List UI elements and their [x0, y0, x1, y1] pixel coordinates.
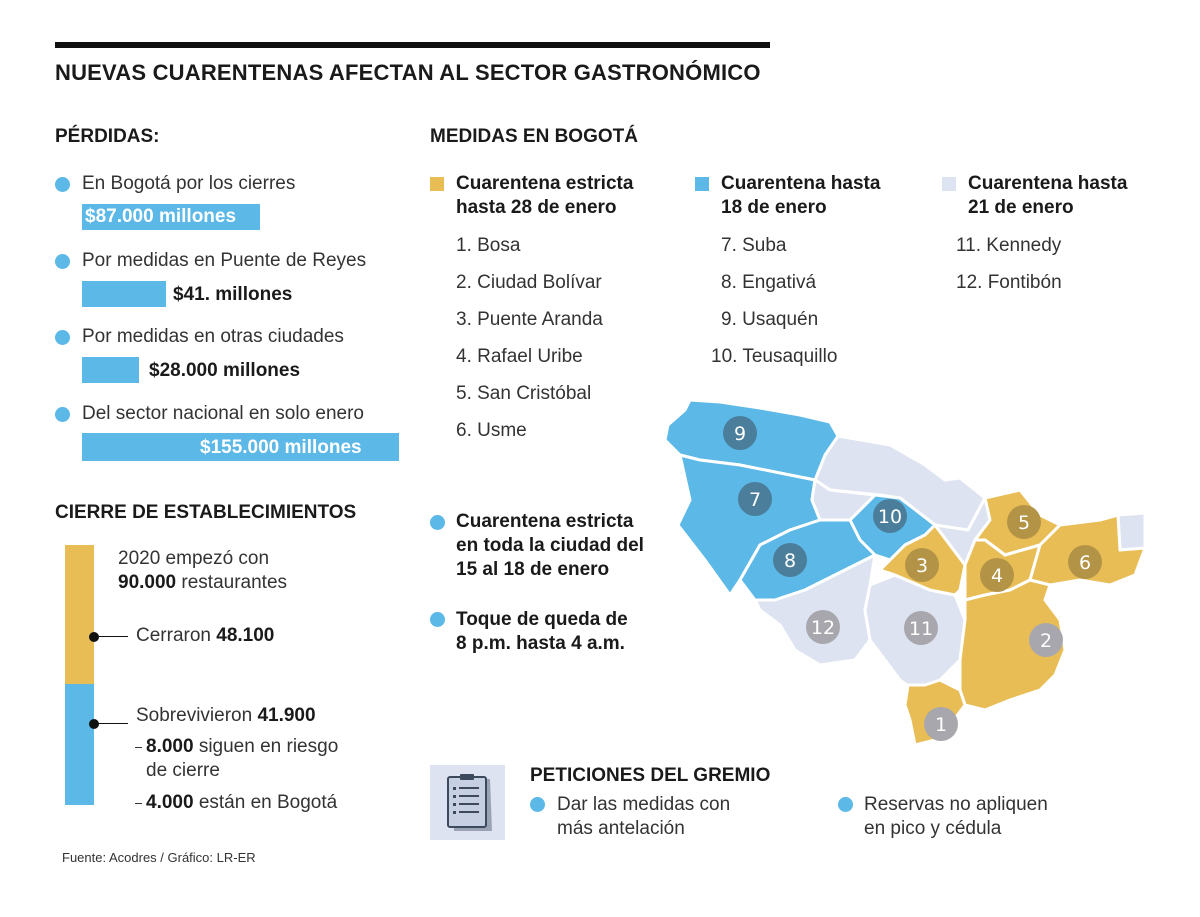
map-label-12: 12 — [810, 617, 836, 639]
bullet-dot — [55, 330, 70, 345]
closed-number: 48.100 — [216, 625, 275, 646]
closed-marker-dot — [89, 632, 99, 642]
district-list-blue — [711, 227, 838, 375]
perdida-label-4: Del sector nacional en solo enero — [82, 403, 365, 424]
peticion-1-line-1: Dar las medidas con — [557, 794, 731, 815]
note-citywide-line-2: en toda la ciudad del — [456, 535, 644, 556]
bullet-dot — [530, 797, 545, 812]
district-item: 2. Ciudad Bolívar — [456, 272, 602, 293]
map-label-4: 4 — [990, 565, 1004, 587]
survived-text — [136, 705, 316, 727]
perdida-bar-3 — [82, 357, 139, 383]
note-curfew — [456, 608, 628, 656]
map-area-east-strip — [1118, 513, 1145, 550]
district-list-yellow — [456, 227, 603, 449]
risk-text-1: siguen en riesgo — [193, 736, 339, 757]
bogota-text-rest: están en Bogotá — [193, 792, 338, 813]
risk-number: 8.000 — [146, 736, 194, 757]
district-item: 6. Usme — [456, 420, 527, 441]
cierre-bar-survived — [65, 684, 94, 805]
map-label-3: 3 — [915, 555, 929, 577]
legend-title-3-line-2: 21 de enero — [968, 197, 1074, 218]
perdida-value-2: $41. millones — [173, 284, 293, 305]
legend-title-2-line-1: Cuarentena hasta — [721, 173, 881, 194]
note-curfew-line-1: Toque de queda de — [456, 609, 628, 630]
legend-title-1 — [456, 172, 633, 220]
note-citywide-line-1: Cuarentena estricta — [456, 511, 634, 532]
map-label-8: 8 — [783, 550, 797, 572]
note-curfew-line-2: 8 p.m. hasta 4 a.m. — [456, 633, 625, 654]
legend-swatch-lavender — [942, 177, 956, 191]
note-citywide-line-3: 15 al 18 de enero — [456, 559, 610, 580]
legend-title-2 — [721, 172, 880, 220]
legend-swatch-yellow — [430, 177, 444, 191]
cierre-intro-line-1: 2020 empezó con — [118, 548, 270, 569]
legend-swatch-blue — [695, 177, 709, 191]
cierre-intro-line-2 — [118, 572, 287, 594]
bogota-number: 4.000 — [146, 792, 194, 813]
perdida-label-3: Por medidas en otras ciudades — [82, 326, 344, 347]
cierre-intro-number: 90.000 — [118, 572, 177, 593]
map-label-10: 10 — [877, 506, 903, 528]
map-label-11: 11 — [908, 618, 934, 640]
bullet-dot — [55, 177, 70, 192]
bullet-dot — [430, 515, 445, 530]
peticion-1-line-2: más antelación — [557, 818, 685, 839]
closed-text — [136, 625, 274, 647]
survived-marker-dot — [89, 719, 99, 729]
clipboard-icon — [430, 765, 505, 840]
cierre-intro-text: restaurantes — [176, 572, 288, 593]
bullet-dot — [430, 612, 445, 627]
survived-leader-line — [94, 723, 128, 724]
bogota-text — [146, 792, 337, 814]
perdida-label-2: Por medidas en Puente de Reyes — [82, 250, 367, 271]
medidas-heading: MEDIDAS EN BOGOTÁ — [430, 126, 638, 147]
legend-title-1-line-2: hasta 28 de enero — [456, 197, 617, 218]
district-item: 7. Suba — [721, 235, 787, 256]
risk-text-2: de cierre — [146, 760, 220, 781]
survived-number: 41.900 — [257, 705, 316, 726]
district-item: 8. Engativá — [721, 272, 817, 293]
district-item: 9. Usaquén — [721, 309, 819, 330]
bullet-dot — [838, 797, 853, 812]
peticion-2-line-1: Reservas no apliquen — [864, 794, 1048, 815]
title-rule — [55, 42, 770, 48]
source-footer: Fuente: Acodres / Gráfico: LR-ER — [62, 850, 256, 865]
district-list-lavender — [956, 227, 1062, 301]
legend-title-3-line-1: Cuarentena hasta — [968, 173, 1128, 194]
map-label-9: 9 — [733, 423, 747, 445]
bogota-dash — [135, 803, 142, 804]
district-item: 10. Teusaquillo — [711, 346, 838, 367]
note-citywide — [456, 510, 644, 582]
district-item: 5. San Cristóbal — [456, 383, 592, 404]
map-label-7: 7 — [748, 489, 762, 511]
perdidas-heading: PÉRDIDAS: — [55, 126, 160, 147]
perdida-value-3: $28.000 millones — [149, 360, 301, 381]
risk-text — [146, 736, 338, 758]
legend-title-2-line-2: 18 de enero — [721, 197, 827, 218]
bullet-dot — [55, 254, 70, 269]
map-label-5: 5 — [1017, 512, 1031, 534]
legend-title-3 — [968, 172, 1127, 220]
district-item: 12. Fontibón — [956, 272, 1062, 293]
bullet-dot — [55, 407, 70, 422]
peticion-2 — [864, 793, 1048, 841]
perdida-label-1: En Bogotá por los cierres — [82, 173, 296, 194]
cierre-heading: CIERRE DE ESTABLECIMIENTOS — [55, 502, 357, 523]
page-title: NUEVAS CUARENTENAS AFECTAN AL SECTOR GASTRONÓMICO — [55, 60, 761, 85]
map-label-6: 6 — [1078, 552, 1092, 574]
peticion-2-line-2: en pico y cédula — [864, 818, 1002, 839]
map-label-1: 1 — [934, 714, 948, 736]
perdida-value-4: $155.000 millones — [200, 437, 362, 458]
district-item: 3. Puente Aranda — [456, 309, 603, 330]
bogota-map — [660, 390, 1160, 755]
district-item: 1. Bosa — [456, 235, 521, 256]
district-item: 4. Rafael Uribe — [456, 346, 583, 367]
legend-title-1-line-1: Cuarentena estricta — [456, 173, 634, 194]
closed-label: Cerraron — [136, 625, 217, 646]
perdida-value-1: $87.000 millones — [85, 206, 237, 227]
map-label-2: 2 — [1039, 630, 1053, 652]
survived-label: Sobrevivieron — [136, 705, 258, 726]
peticiones-heading: PETICIONES DEL GREMIO — [530, 765, 771, 786]
risk-dash — [135, 747, 142, 748]
perdida-bar-2 — [82, 281, 166, 307]
peticion-1 — [557, 793, 730, 841]
closed-leader-line — [94, 636, 128, 637]
cierre-bar-closed — [65, 545, 94, 684]
district-item: 11. Kennedy — [956, 235, 1062, 256]
